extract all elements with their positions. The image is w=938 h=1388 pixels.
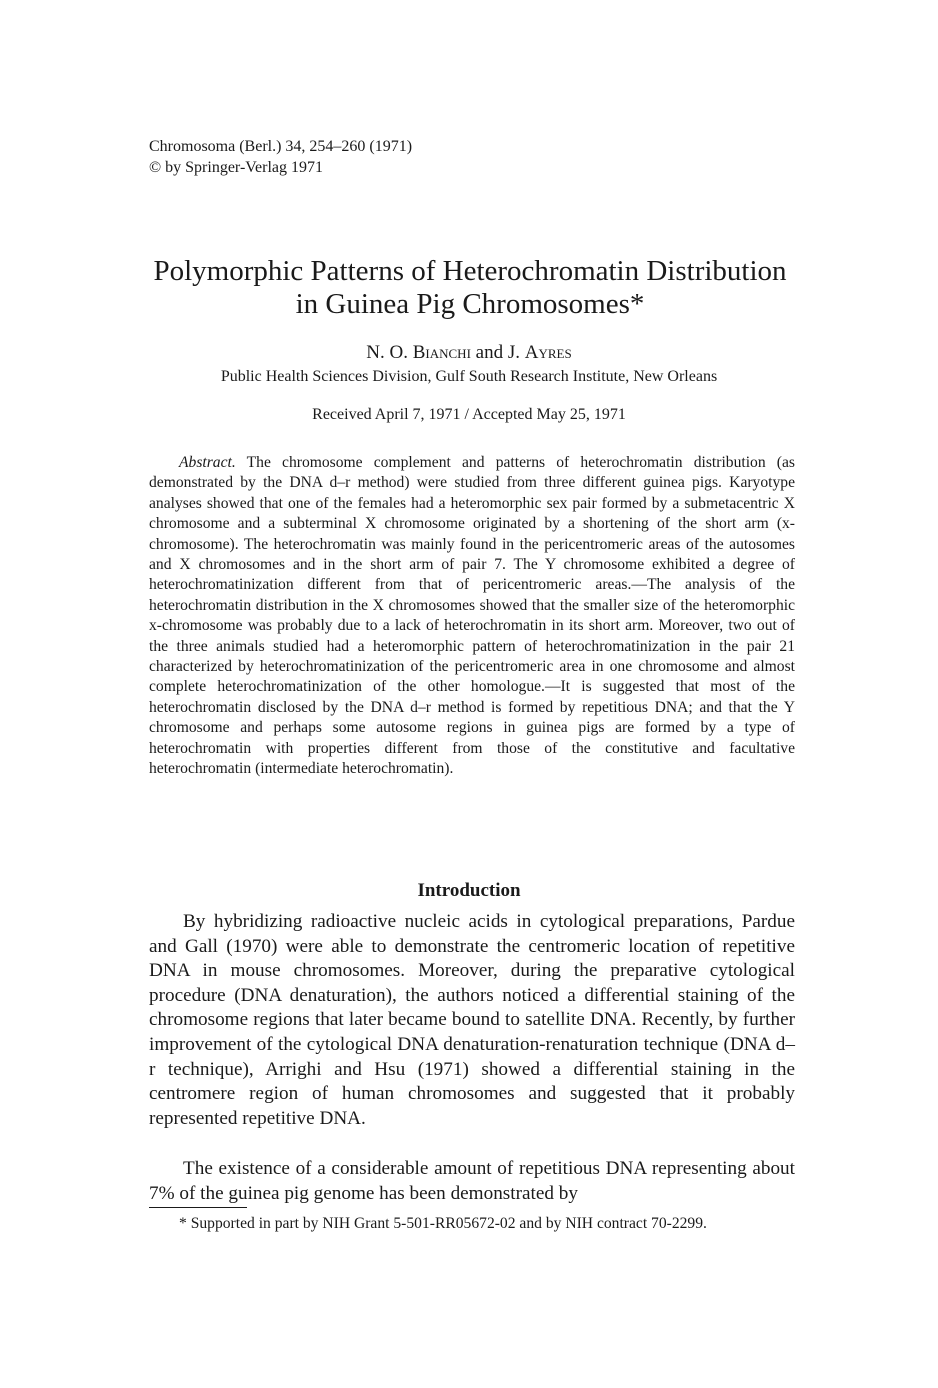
- abstract-label: Abstract.: [179, 454, 236, 471]
- journal-citation: Chromosoma (Berl.) 34, 254–260 (1971): [149, 138, 413, 155]
- abstract: [149, 453, 795, 780]
- author-conjunction: and: [470, 342, 508, 363]
- abstract-text: The chromosome complement and patterns of heterochromatin distribution (as demonstrated by the DNA d–r method) were studied from three different guinea pigs. Karyotype analyses showed that one of the females had a heteromorphic sex pair formed by a submetacentric X chromosome and a subterminal X chromosome originated by a shortening of the short arm (x-chromosome). The heterochromatin was mainly found in the pericentromeric areas of the autosomes and X chromosomes and in the short arm of pair 7. The Y chromosome exhibited a degree of heterochromatinization different from that of pericentromeric areas.—The analysis of the heterochromatin distribution in the X chromosomes showed that the smaller size of the heteromorphic x-chromosome was probably due to a lack of heterochromatin in its short arm. Moreover, two out of the three animals studied had a heteromorphic pattern of heterochromatinization in the pair 21 characterized by heterochromatinization of the pericentromeric area in one chromosome and almost complete heterochromatinization of the other homologue.—It is suggested that most of the heterochromatin disclosed by the DNA d–r method is formed by repetitious DNA; and that the Y chromosome and perhaps some autosome regions in guinea pigs are formed by a type of heterochromatin with properties different from those of the constitutive and facultative heterochromatin (intermediate heterochromatin).: [149, 454, 795, 778]
- affiliation: Public Health Sciences Division, Gulf South Research Institute, New Orleans: [220, 368, 718, 385]
- journal-copyright: © by Springer-Verlag 1971: [149, 159, 324, 176]
- introduction-paragraph-1: By hybridizing radioactive nucleic acids in cytological preparations, Pardue and Gall (1970) were able to demonstrate the centromeric location of repetitive DNA in mouse chromosomes. Moreover, during the preparative cytological procedure (DNA denaturation), the authors noticed a differential staining of the chromosome regions that later became bound to satellite DNA. Recently, by further improvement of the cytological DNA denaturation-renaturation technique (DNA d–r technique), Arrighi and Hsu (1971) showed a differential staining in the centromere region of human chromosomes and suggested that it probably represented repetitive DNA.: [149, 911, 795, 1129]
- author-2-initials: J.: [507, 342, 525, 363]
- paper-title: [100, 255, 840, 321]
- introduction-paragraph-2: The existence of a considerable amount of repetitious DNA representing about 7% of the guinea pig genome has been demonstrated by: [149, 1158, 795, 1204]
- author-2-surname: Ayres: [524, 342, 572, 363]
- author-list: [0, 342, 938, 364]
- author-1-initials: N. O.: [366, 342, 413, 363]
- section-heading-introduction: Introduction: [417, 880, 521, 901]
- received-accepted-dates: Received April 7, 1971 / Accepted May 25, 1971: [312, 406, 626, 423]
- title-line-1: Polymorphic Patterns of Heterochromatin Distribution: [153, 255, 787, 287]
- footnote: * Supported in part by NIH Grant 5-501-RR05672-02 and by NIH contract 70-2299.: [179, 1215, 707, 1232]
- author-1-surname: Bianchi: [412, 342, 471, 363]
- title-line-2: in Guinea Pig Chromosomes*: [295, 288, 645, 320]
- journal-header: [149, 136, 412, 178]
- footnote-divider: [149, 1207, 247, 1208]
